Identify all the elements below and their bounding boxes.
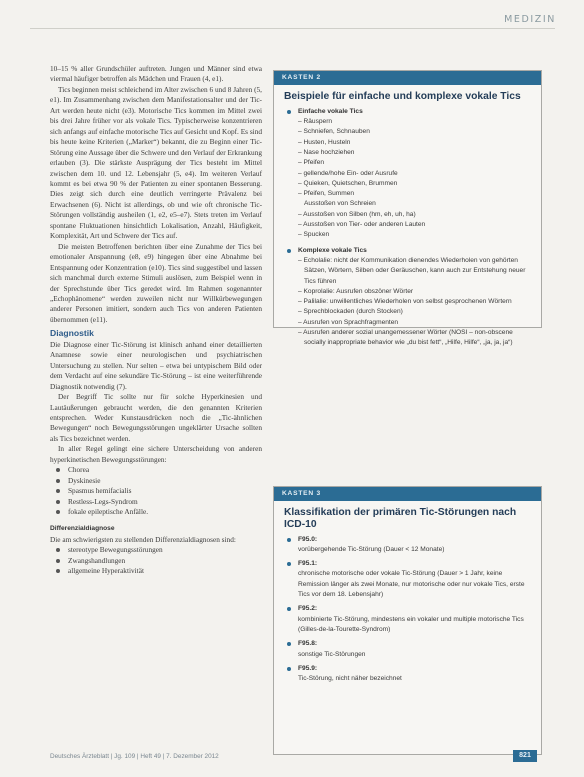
list-item: Restless-Legs-Syndrom [50,497,262,507]
icd-code: F95.9: [284,664,531,674]
footer-citation: Deutsches Ärzteblatt | Jg. 109 | Heft 49 | 7. Dezember 2012 [50,753,219,760]
paragraph: Der Begriff Tic sollte nur für solche Hyperkinesien und Lautäußerungen gebraucht werden, die den genannten Kriterien entsprechen. Weder Kunstausdrücken noch die „Tic-ähnlichen Bewegungen“ noch Bewegungsstörungen ungeklärter Ursache sollten als Tics bezeichnet werden. [50,392,262,443]
icd-description: kombinierte Tic-Störung, mindestens ein vokaler und multiple motorische Tics (Gilles-de-la-Tourette-Syndrom) [298,615,524,633]
icd-description: chronische motorische oder vokale Tic-Störung (Dauer > 1 Jahr, keine Remission länger als zwei Monate, nur motorische oder nur vokale Tics, erste Tics vor dem 18. Lebensjahr) [298,570,525,599]
classification-entry [284,664,531,685]
dash-list [284,256,531,349]
icd-description: vorübergehende Tic-Störung (Dauer < 12 Monate) [298,545,445,553]
list-item: fokale epileptische Anfälle. [50,507,262,517]
list-item: Dyskinesie [50,476,262,486]
box-label: KASTEN 2 [274,71,541,85]
section-title-diagnostik: Diagnostik [50,328,94,339]
icd-code: F95.2: [284,604,531,614]
bullet-list [50,465,262,517]
icd-description: Tic-Störung, nicht näher bezeichnet [298,675,402,683]
classification-entry [284,559,531,600]
list-item: – Sprechblockaden (durch Stocken) [298,307,531,317]
box-content [284,107,531,349]
list-item: – Ausstoßen von Silben (hm, eh, uh, ha) [298,210,531,220]
icd-code: F95.1: [284,559,531,569]
page-number: 821 [513,750,537,762]
list-item: – Nase hochziehen [298,148,531,158]
classification-entry [284,535,531,556]
dash-list [284,117,531,241]
paragraph: 10–15 % aller Grundschüler auftreten. Jungen und Männer sind etwa viermal häufiger betroffen als Mädchen und Frauen (4, e1). [50,64,262,84]
paragraph: In aller Regel gelingt eine sichere Unterscheidung von anderen hyperkinetischen Bewegungsstörungen: [50,444,262,464]
group-heading: Komplexe vokale Tics [284,246,531,256]
list-item: – Pfeifen [298,158,531,168]
list-item: – Palilalie: unwillentliches Wiederholen von selbst gesprochenen Wörtern [298,297,531,307]
info-box-kasten-3 [273,486,542,755]
list-item: allgemeine Hyperaktivität [50,566,262,576]
list-item: – Räuspern [298,117,531,127]
section-header: MEDIZIN [504,14,556,25]
list-item: – Quieken, Quietschen, Brummen [298,179,531,189]
classification-entry [284,639,531,660]
left-column [50,64,262,577]
group-heading: Einfache vokale Tics [284,107,531,117]
icd-description: sonstige Tic-Störungen [298,650,366,658]
box-title: Beispiele für einfache und komplexe vokale Tics [284,91,521,102]
list-item: Spasmus hemifacialis [50,486,262,496]
list-item: – Ausrufen anderer sozial unangemessener Wörter (NOSI – non-obscene socially inappropriate behavior wie „du bist fett“, „Hilfe, Hilfe“, „ja, ja, ja“) [298,328,531,349]
list-item: – Husten, Husteln [298,138,531,148]
header-rule [30,28,555,29]
box-title: Klassifikation der primären Tic-Störungen nach ICD-10 [284,507,517,530]
list-item: Zwangshandlungen [50,556,262,566]
icd-code: F95.0: [284,535,531,545]
list-item: – Ausrufen von Sprachfragmenten [298,318,531,328]
list-item: – gellende/hohe Ein- oder Ausrufe [298,169,531,179]
paragraph: Die am schwierigsten zu stellenden Differenzialdiagnosen sind: [50,534,236,544]
list-item: – Echolalie: nicht der Kommunikation dienendes Wiederholen von gehörten Sätzen, Wörtern, Silben oder Geräuschen, kann auch zur Entstehung neuer Tics führen [298,256,531,287]
classification-entry [284,604,531,635]
info-box-kasten-2 [273,70,542,347]
list-item: Chorea [50,465,262,475]
list-item: – Ausstoßen von Tier- oder anderen Lauten [298,220,531,230]
list-item: – Spucken [298,230,531,240]
box-label: KASTEN 3 [274,487,541,501]
list-item: – Koprolalie: Ausrufen obszöner Wörter [298,287,531,297]
paragraph: Tics beginnen meist schleichend im Alter zwischen 6 und 8 Jahren (5, e1). Im Zusammenhang zwischen dem Manifestationsalter und der Tic-Art werden heute nicht (e3). Motorische Tics kommen im Mittel zwei bis drei Jahre früher vor als vokale Tics. Typischerweise konzentrieren sich anfangs auf einfache motorische Tics auf Gesicht und Kopf. Es sind bis heute keine Kriterien („Marker“) bekannt, die zu Beginn einer Tic-Störung eine Aussage über die Schwere und den Verlauf der Erkrankung erlauben (3). Die stärkste Ausprägung der Tics besteht im Mittel zwischen dem 10. und 12. Lebensjahr (5, e4). Im weiteren Verlauf kommt es bei etwa 90 % der Patienten zu einer spontanen Besserung. Dies zeigt sich durch eine deutlich verringerte Prävalenz bei Erwachsenen (6). Nicht ist allerdings, ob und wie oft chronische Tic-Störungen vollständig ausheilen (1, e2, e5–e7). Stets treten im Verlauf spontane Fluktuationen hinsichtlich Lokalisation, Anzahl, Häufigkeit, Komplexität, Art und Schwere der Tics auf. [50,84,263,241]
icd-code: F95.8: [284,639,531,649]
list-item: – Schniefen, Schnauben [298,127,531,137]
paragraph: Die Diagnose einer Tic-Störung ist klinisch anhand einer detaillierten Anamnese sowie einer neurologischen und psychiatrischen Untersuchung zu stellen. Nur selten – etwa bei untypischem Bild oder dem Verdacht auf eine sekundäre Tic-Störung – ist eine weiterführende Diagnostik notwendig (7). [50,339,262,391]
list-item: Ausstoßen von Schreien [304,200,376,208]
list-item: stereotype Bewegungsstörungen [50,545,262,555]
subsection-title: Differenzialdiagnose [50,525,115,533]
bullet-list [50,545,262,576]
paragraph: Die meisten Betroffenen berichten über eine Zunahme der Tics bei emotionaler Anspannung (e8, e9) hingegen über eine Abnahme bei Entspannung oder Konzentration (e10). Tics sind suggestibel und lassen sich manchmal durch externe Stimuli auslösen, zum Beispiel wenn in der Sprechstunde über Tics geredet wird. Im Rahmen sogenannter „Echophänomene“ werden zuweilen nicht nur Willkürbewegungen anderer Personen imitiert, sondern auch Tics von anderen Patienten übernommen (e11). [50,241,262,324]
list-item: – Pfeifen, Summen [298,189,531,199]
